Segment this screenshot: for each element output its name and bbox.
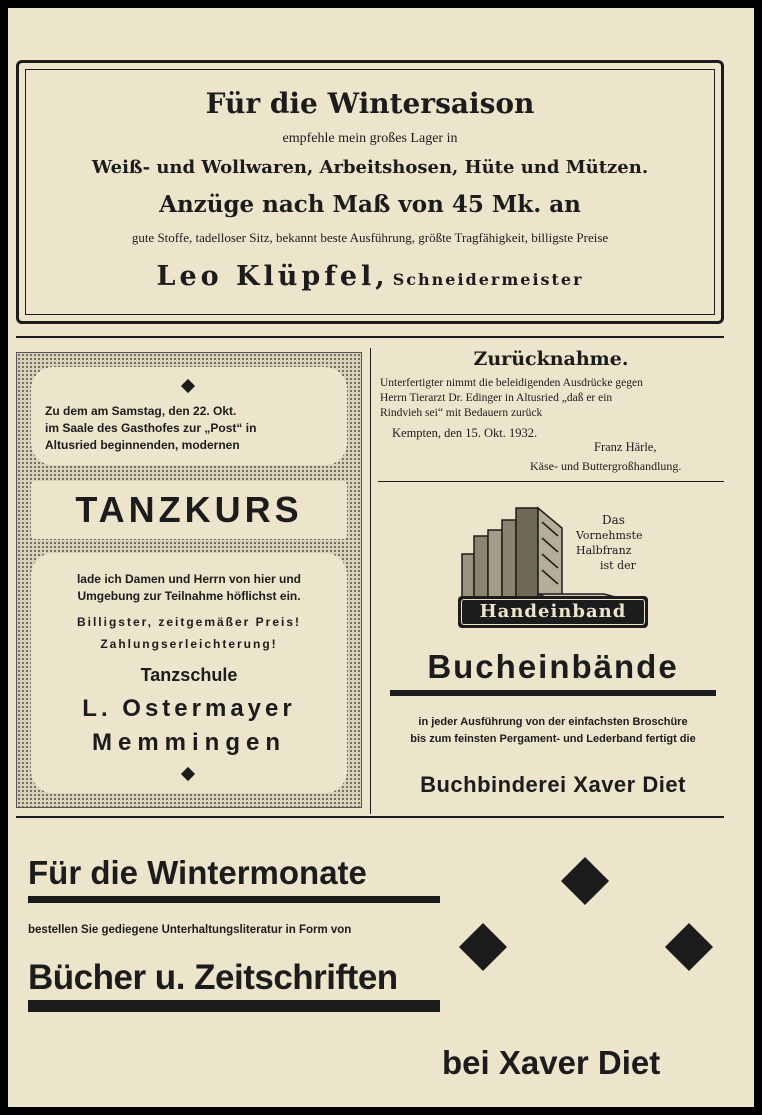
- products-underline: [28, 1000, 440, 1012]
- slogan-line-2: Vornehmste: [576, 529, 643, 542]
- intro-panel: [31, 367, 347, 465]
- ad-goods: Weiß- und Wollwaren, Arbeitshosen, Hüte und Mützen.: [91, 157, 649, 178]
- winter-ad-firm: bei Xaver Diet: [442, 1044, 661, 1081]
- products-headline: Bücher u. Zeitschriften: [28, 958, 398, 997]
- tanzkurs-ad: [16, 352, 362, 808]
- newspaper-page: [8, 8, 754, 1107]
- slogan-line-4: ist der: [600, 559, 636, 572]
- banner-text: Handeinband: [479, 601, 627, 622]
- headline-panel: [31, 481, 347, 539]
- payment-note: Zahlungserleichterung!: [100, 637, 278, 651]
- slogan-line-3: Halbfranz: [576, 544, 632, 557]
- bookbinder-firm: Buchbinderei Xaver Diet: [420, 772, 686, 797]
- retraction-title: Zurücknahme.: [473, 348, 629, 370]
- tanzkurs-headline: TANZKURS: [75, 489, 303, 530]
- bucheinbaende-headline: Bucheinbände: [427, 648, 679, 685]
- school-label: Tanzschule: [140, 665, 238, 685]
- bookbinding-text: in jeder Ausführung von der einfachsten Broschüre bis zum feinsten Pergament- und Lederband fertigt die: [410, 716, 696, 745]
- details-panel: [31, 553, 347, 793]
- retraction-signer: Franz Härle,: [594, 440, 657, 454]
- tailor-trade: Schneidermeister: [392, 270, 584, 289]
- teacher-name: L. Ostermayer: [82, 695, 296, 722]
- winter-ad-text: bestellen Sie gediegene Unterhaltungsliteratur in Form von: [28, 924, 352, 936]
- retraction-date: Kempten, den 15. Okt. 1932.: [392, 426, 538, 440]
- slogan-line-1: Das: [602, 513, 625, 527]
- ad-suits-offer: Anzüge nach Maß von 45 Mk. an: [159, 191, 581, 218]
- right-column-divider: [378, 481, 724, 482]
- wintersaison-ad: [16, 60, 724, 324]
- section-divider-top: [16, 336, 724, 338]
- wintermonate-headline: Für die Wintermonate: [28, 854, 367, 891]
- diamond-ornament-top: [181, 379, 195, 393]
- price-note: Billigster, zeitgemäßer Preis!: [76, 615, 302, 629]
- retraction-business: Käse- und Buttergroßhandlung.: [530, 459, 682, 473]
- school-city: Memmingen: [91, 729, 286, 756]
- ad-quality-line: gute Stoffe, tadelloser Sitz, bekannt beste Ausführung, größte Tragfähigkeit, billigste Preise: [131, 230, 609, 245]
- headline-underline: [390, 690, 716, 696]
- invitation-text: lade ich Damen und Herrn von hier und Umgebung zur Teilnahme höflichst ein.: [76, 572, 302, 603]
- section-divider-bottom: [16, 816, 724, 818]
- diamond-ornament-bottom: [181, 767, 195, 781]
- diamond-ornament-3: [665, 923, 713, 971]
- handeinband-banner: [458, 596, 648, 628]
- wintermonate-underline: [28, 896, 440, 903]
- ad-subline: empfehle mein großes Lager in: [282, 131, 458, 146]
- tailor-name: Leo Klüpfel,: [156, 261, 389, 292]
- ad-signature: [19, 261, 721, 292]
- intro-text: Zu dem am Samstag, den 22. Okt. im Saale des Gasthofes zur „Post“ in Altusried beginnenden, modernen: [45, 404, 257, 452]
- ad-title: Für die Wintersaison: [205, 87, 535, 120]
- retraction-text: Unterfertigter nimmt die beleidigenden Ausdrücke gegen Herrn Tierarzt Dr. Edinger in Altusried „daß er ein Rindvieh sei“ mit Bedauern zurück: [380, 377, 643, 419]
- column-divider: [370, 348, 371, 814]
- diamond-ornament-1: [561, 857, 609, 905]
- diamond-ornament-2: [459, 923, 507, 971]
